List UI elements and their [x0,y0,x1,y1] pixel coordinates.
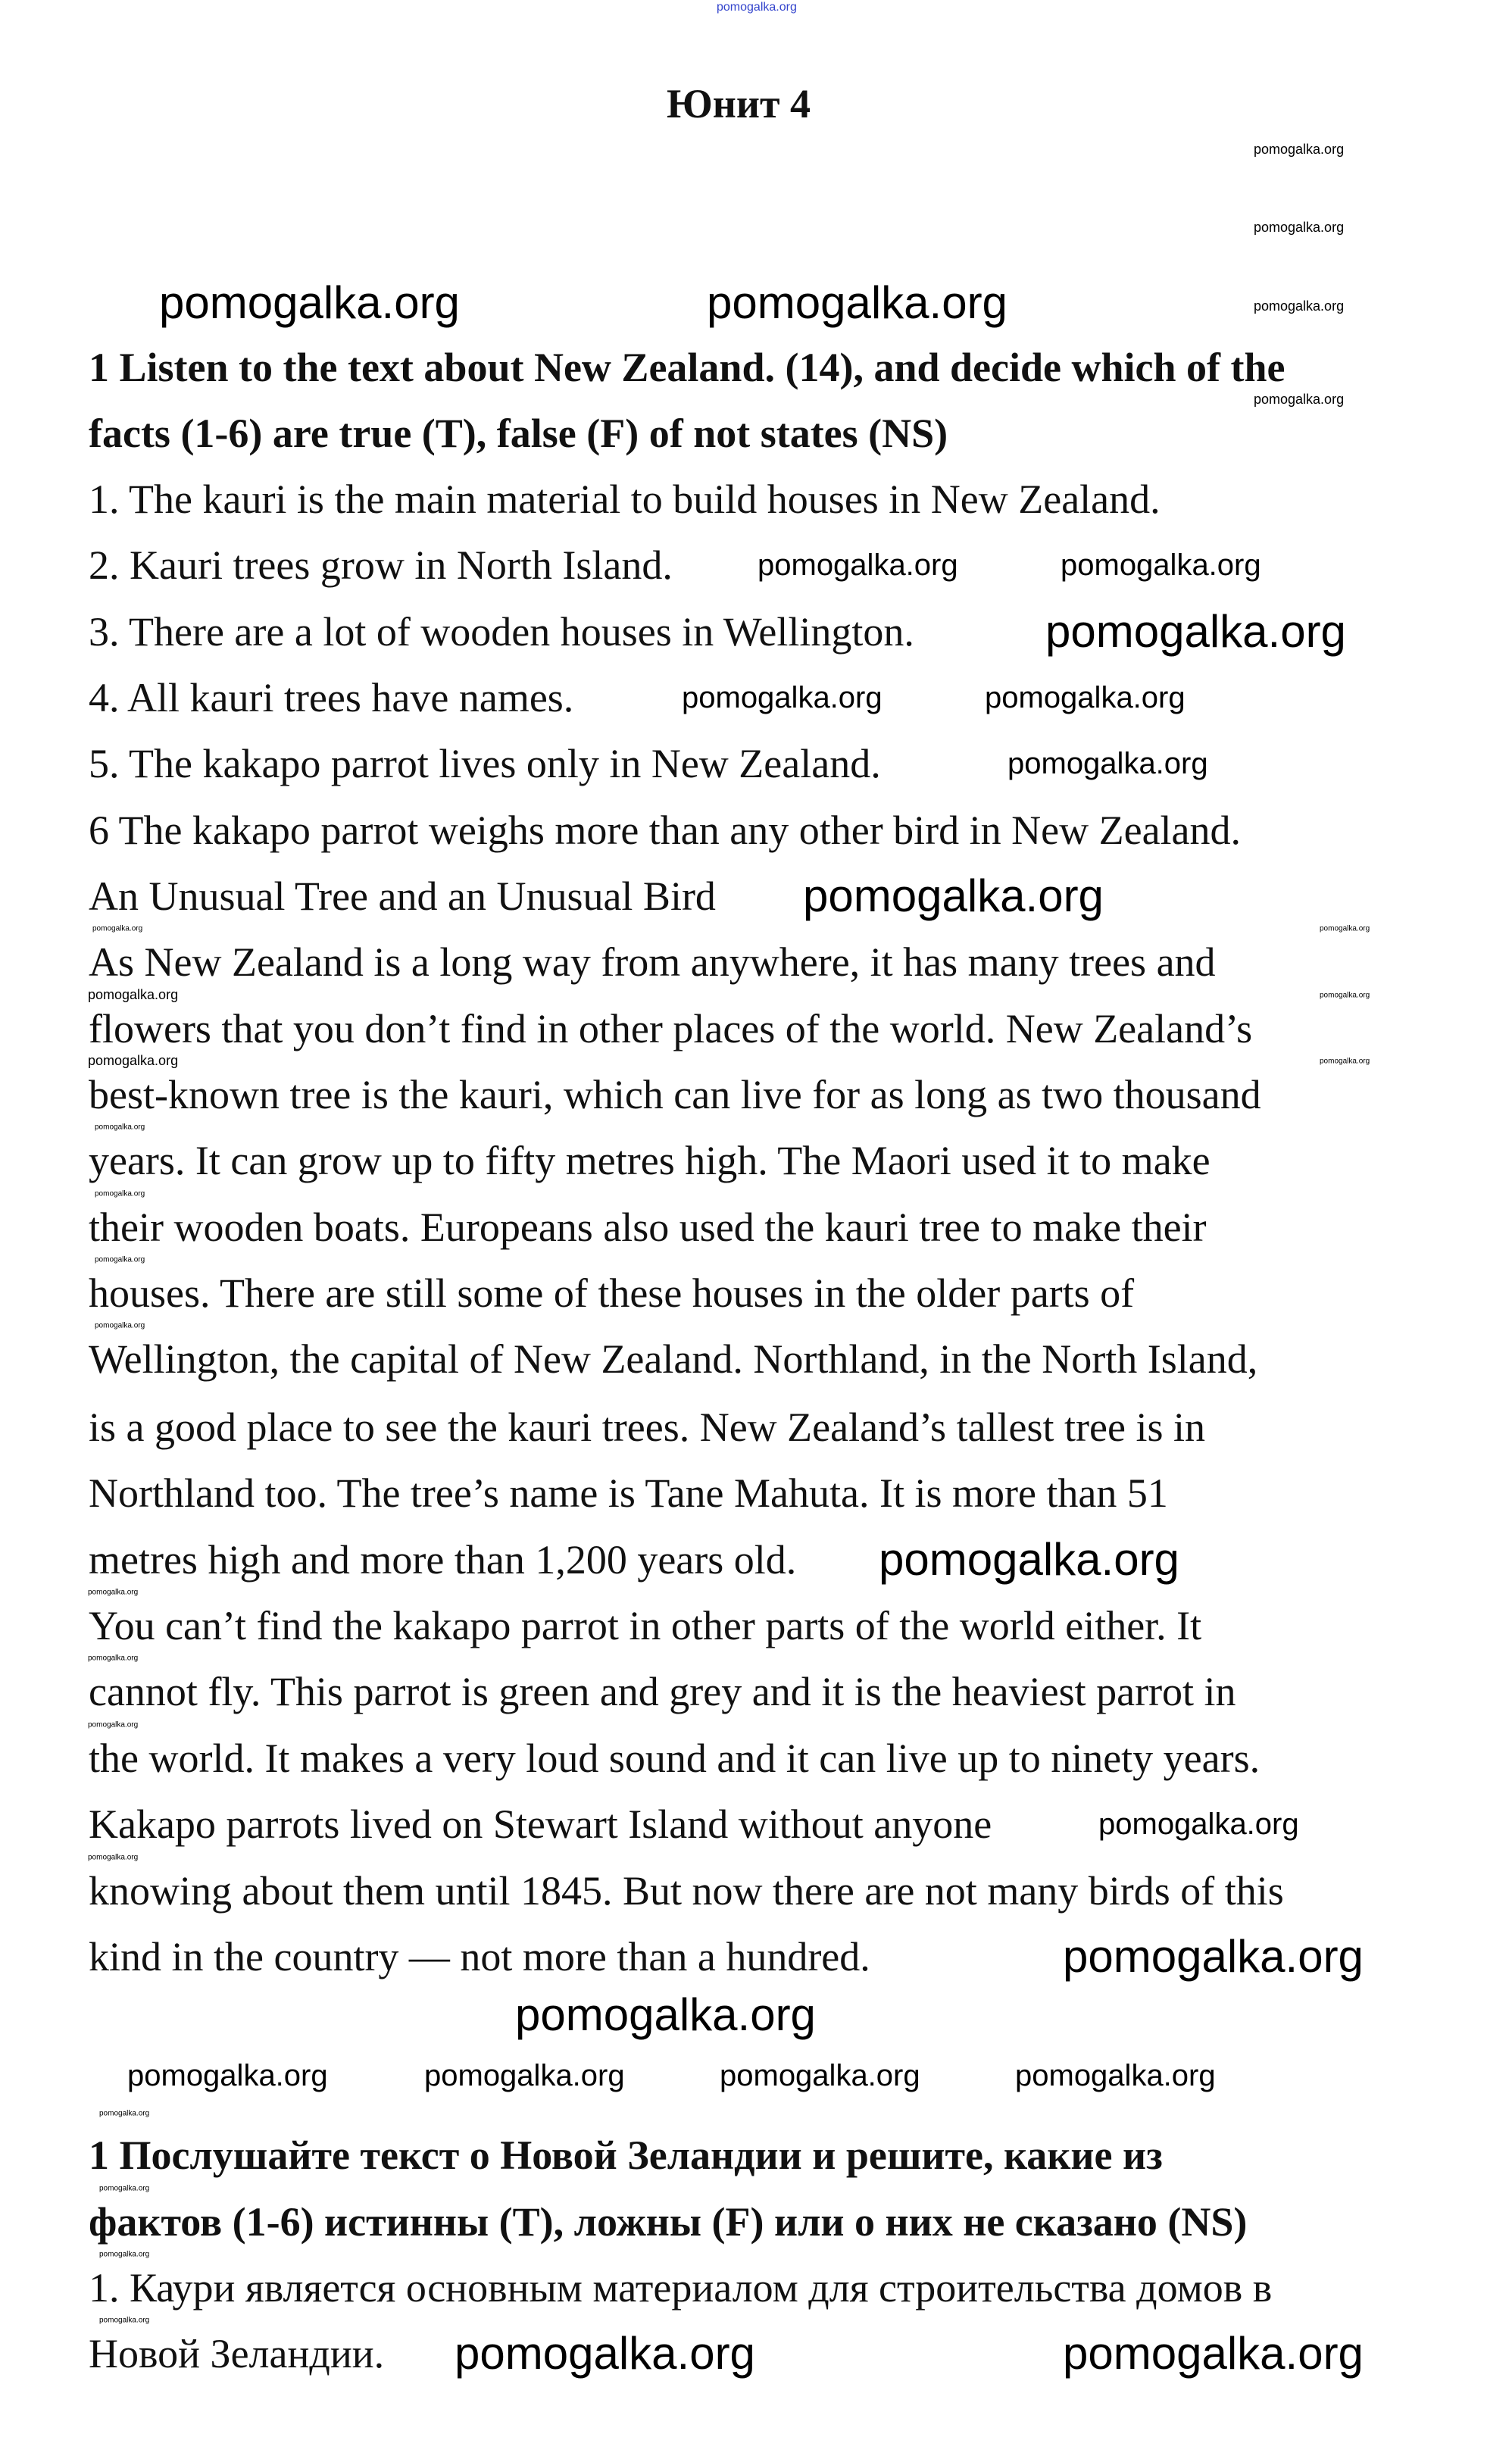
text-line: kind in the country — not more than a hundred. [89,1934,870,1979]
watermark: pomogalka.org [88,1588,139,1597]
fact-item-ru: Новой Зеландии. [89,2331,385,2376]
text-line: Northland too. The tree’s name is Tane Mahuta. It is more than 51 [89,1470,1168,1516]
watermark: pomogalka.org [99,2184,150,2193]
watermark: pomogalka.org [88,1654,139,1663]
fact-item: 1. The kauri is the main material to build houses in New Zealand. [89,476,1161,522]
watermark: pomogalka.org [95,1255,145,1264]
watermark: pomogalka.org [1320,1057,1370,1066]
watermark: pomogalka.org [1063,2328,1364,2379]
watermark: pomogalka.org [99,2316,150,2325]
watermark: pomogalka.org [1061,548,1261,582]
page-title: Юнит 4 [666,81,811,127]
text-line: knowing about them until 1845. But now there are not many birds of this [89,1868,1284,1914]
watermark-link[interactable]: pomogalka.org [717,1,797,14]
text-line: houses. There are still some of these houses in the older parts of [89,1270,1135,1316]
text-line: Kakapo parrots lived on Stewart Island without anyone [89,1801,992,1847]
watermark: pomogalka.org [159,277,460,328]
task-heading-ru-line: 1 Послушайте текст о Новой Зеландии и решите, какие из [89,2132,1163,2178]
watermark: pomogalka.org [88,1053,179,1069]
task-heading-line: 1 Listen to the text about New Zealand. (14), and decide which of the [89,345,1286,390]
watermark: pomogalka.org [92,924,143,933]
watermark: pomogalka.org [99,2109,150,2118]
text-line: the world. It makes a very loud sound and it can live up to ninety years. [89,1736,1261,1781]
fact-item-ru: 1. Каури является основным материалом для строительства домов в [89,2265,1273,2311]
text-line: years. It can grow up to fifty metres high. The Maori used it to make [89,1138,1211,1183]
text-line: metres high and more than 1,200 years old. [89,1537,797,1583]
watermark: pomogalka.org [720,2059,920,2092]
fact-item: 6 The kakapo parrot weighs more than any other bird in New Zealand. [89,808,1242,853]
watermark: pomogalka.org [88,1853,139,1862]
watermark: pomogalka.org [803,870,1104,921]
watermark: pomogalka.org [985,681,1186,714]
watermark: pomogalka.org [1007,747,1208,780]
watermark: pomogalka.org [1063,1931,1364,1982]
text-line: cannot fly. This parrot is green and grey and it is the heaviest parrot in [89,1669,1236,1714]
watermark: pomogalka.org [95,1321,145,1330]
watermark: pomogalka.org [424,2059,625,2092]
fact-item: 5. The kakapo parrot lives only in New Zealand. [89,741,881,786]
fact-item: 3. There are a lot of wooden houses in Wellington. [89,609,914,655]
watermark: pomogalka.org [707,277,1007,328]
watermark: pomogalka.org [758,548,958,582]
watermark: pomogalka.org [879,1534,1179,1585]
watermark: pomogalka.org [515,1989,816,2040]
text-line: You can’t find the kakapo parrot in other parts of the world either. It [89,1603,1202,1648]
watermark: pomogalka.org [1254,392,1345,408]
watermark: pomogalka.org [1254,220,1345,236]
text-title: An Unusual Tree and an Unusual Bird [89,873,716,919]
fact-item: 2. Kauri trees grow in North Island. [89,542,673,588]
watermark: pomogalka.org [99,2250,150,2259]
task-heading-ru-line: фактов (1-6) истинны (T), ложны (F) или о них не сказано (NS) [89,2199,1248,2245]
text-line: As New Zealand is a long way from anywhere, it has many trees and [89,939,1216,985]
watermark: pomogalka.org [88,1720,139,1729]
watermark: pomogalka.org [95,1189,145,1198]
watermark: pomogalka.org [127,2059,328,2092]
task-heading-line: facts (1-6) are true (T), false (F) of not states (NS) [89,411,948,456]
watermark: pomogalka.org [1320,924,1370,933]
watermark: pomogalka.org [1015,2059,1216,2092]
text-line: their wooden boats. Europeans also used the kauri tree to make their [89,1205,1207,1250]
text-line: is a good place to see the kauri trees. New Zealand’s tallest tree is in [89,1404,1205,1450]
watermark: pomogalka.org [1254,298,1345,314]
watermark: pomogalka.org [1098,1808,1299,1841]
watermark: pomogalka.org [88,987,179,1003]
text-line: Wellington, the capital of New Zealand. Northland, in the North Island, [89,1336,1258,1382]
watermark: pomogalka.org [1254,142,1345,158]
watermark: pomogalka.org [1320,991,1370,1000]
watermark: pomogalka.org [455,2328,755,2379]
text-line: flowers that you don’t find in other places of the world. New Zealand’s [89,1006,1253,1051]
watermark: pomogalka.org [95,1123,145,1132]
fact-item: 4. All kauri trees have names. [89,675,574,720]
text-line: best-known tree is the kauri, which can live for as long as two thousand [89,1072,1261,1117]
watermark: pomogalka.org [682,681,883,714]
watermark: pomogalka.org [1045,606,1346,657]
